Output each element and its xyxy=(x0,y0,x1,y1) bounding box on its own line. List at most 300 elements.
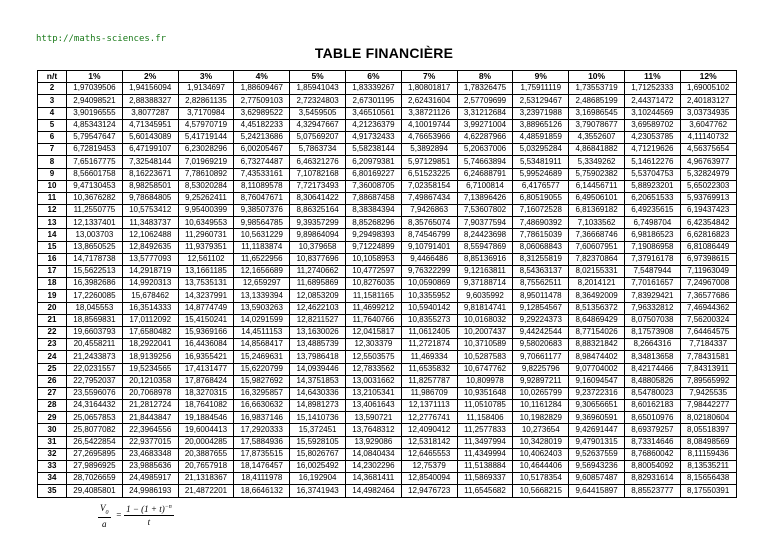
table-cell: 2,94098521 xyxy=(67,95,123,107)
table-row xyxy=(38,119,737,131)
row-period: 2 xyxy=(38,83,67,95)
table-cell: 7,48690392 xyxy=(513,217,569,229)
table-cell: 18,6646132 xyxy=(234,485,290,497)
table-cell: 10,4772597 xyxy=(345,266,401,278)
table-cell: 17,8768424 xyxy=(178,375,234,387)
table-cell: 1,73553719 xyxy=(569,83,625,95)
table-cell: 7,36577686 xyxy=(680,290,736,302)
table-cell: 8,77154026 xyxy=(569,326,625,338)
table-cell: 14,0939446 xyxy=(290,363,346,375)
row-period: 26 xyxy=(38,375,67,387)
table-cell: 8,30641422 xyxy=(290,192,346,204)
table-cell: 7,56200324 xyxy=(680,314,736,326)
table-cell: 10,5178354 xyxy=(513,473,569,485)
table-cell: 21,4872201 xyxy=(178,485,234,497)
formula-lhs xyxy=(98,503,111,529)
row-period: 15 xyxy=(38,241,67,253)
table-cell: 13,7986418 xyxy=(290,351,346,363)
table-cell: 8,51356372 xyxy=(569,302,625,314)
table-cell: 7,36008705 xyxy=(345,180,401,192)
table-cell: 5,93769913 xyxy=(680,192,736,204)
table-cell: 10,5753412 xyxy=(122,205,178,217)
table-cell: 8,17550391 xyxy=(680,485,736,497)
table-cell: 12,1656689 xyxy=(234,266,290,278)
table-cell: 13,590721 xyxy=(345,412,401,424)
table-cell: 4,96763977 xyxy=(680,156,736,168)
table-cell: 9,25262411 xyxy=(178,192,234,204)
table-cell: 6,20651533 xyxy=(624,192,680,204)
table-row xyxy=(38,314,737,326)
table-row xyxy=(38,229,737,241)
formula-v: V xyxy=(100,503,106,513)
table-cell: 6,80519055 xyxy=(513,192,569,204)
table-cell: 10,379658 xyxy=(290,241,346,253)
row-period: 9 xyxy=(38,168,67,180)
table-cell: 13,4061643 xyxy=(345,400,401,412)
table-cell: 8,76860042 xyxy=(624,448,680,460)
table-cell: 8,98258501 xyxy=(122,180,178,192)
table-cell: 28,7026659 xyxy=(67,473,123,485)
table-cell: 12,1062488 xyxy=(122,229,178,241)
table-cell: 5,32824979 xyxy=(680,168,736,180)
table-cell: 9,44242544 xyxy=(513,326,569,338)
table-cell: 20,7068978 xyxy=(122,387,178,399)
table-cell: 9,23722316 xyxy=(569,387,625,399)
table-cell: 11,469334 xyxy=(401,351,457,363)
table-cell: 8,05518397 xyxy=(680,424,736,436)
table-cell: 1,97039506 xyxy=(67,83,123,95)
table-cell: 20,7657918 xyxy=(178,461,234,473)
table-cell: 6,23028296 xyxy=(178,144,234,156)
table-cell: 9,47901315 xyxy=(569,436,625,448)
table-cell: 3,03734935 xyxy=(680,107,736,119)
table-cell: 12,5318142 xyxy=(401,436,457,448)
row-period: 25 xyxy=(38,363,67,375)
table-cell: 3,16986545 xyxy=(569,107,625,119)
table-cell: 13,929086 xyxy=(345,436,401,448)
table-cell: 19,6004413 xyxy=(178,424,234,436)
table-cell: 8,38384394 xyxy=(345,205,401,217)
table-cell: 8,36492009 xyxy=(569,290,625,302)
table-cell: 2,48685199 xyxy=(569,95,625,107)
table-cell: 13,8650525 xyxy=(67,241,123,253)
table-cell: 12,1371113 xyxy=(401,400,457,412)
table-cell: 7,98442277 xyxy=(680,400,736,412)
row-period: 31 xyxy=(38,436,67,448)
table-row xyxy=(38,107,737,119)
table-cell: 10,3710589 xyxy=(457,339,513,351)
table-cell: 3,6047762 xyxy=(680,119,736,131)
table-cell: 1,9134697 xyxy=(178,83,234,95)
table-cell: 8,75562511 xyxy=(513,278,569,290)
table-cell: 10,8377696 xyxy=(290,253,346,265)
table-cell: 9,29498393 xyxy=(345,229,401,241)
row-period: 33 xyxy=(38,461,67,473)
table-cell: 21,1318367 xyxy=(178,473,234,485)
table-cell: 5,53481911 xyxy=(513,156,569,168)
table-cell: 8,98474402 xyxy=(569,351,625,363)
table-cell: 7,60607951 xyxy=(569,241,625,253)
table-cell: 5,53704753 xyxy=(624,168,680,180)
table-cell: 4,45182233 xyxy=(234,119,290,131)
table-cell: 24,9986193 xyxy=(122,485,178,497)
table-cell: 7,82370864 xyxy=(569,253,625,265)
table-row xyxy=(38,278,737,290)
table-cell: 14,0840434 xyxy=(345,448,401,460)
table-cell: 3,90196555 xyxy=(67,107,123,119)
table-cell: 5,7863734 xyxy=(290,144,346,156)
table-cell: 7,5487944 xyxy=(624,266,680,278)
table-cell: 13,0031662 xyxy=(345,375,401,387)
table-row xyxy=(38,180,737,192)
table-row xyxy=(38,156,737,168)
table-cell: 6,24688791 xyxy=(457,168,513,180)
table-cell: 10,9351648 xyxy=(457,387,513,399)
table-cell: 10,1982829 xyxy=(513,412,569,424)
table-cell: 7,78610892 xyxy=(178,168,234,180)
table-cell: 12,4090412 xyxy=(401,424,457,436)
table-cell: 5,14612276 xyxy=(624,156,680,168)
header-rate: 12% xyxy=(680,71,736,83)
table-cell: 3,10244569 xyxy=(624,107,680,119)
table-row xyxy=(38,205,737,217)
table-cell: 22,7952037 xyxy=(67,375,123,387)
table-cell: 14,2918719 xyxy=(122,266,178,278)
table-cell: 17,4131477 xyxy=(178,363,234,375)
table-cell: 12,75379 xyxy=(401,461,457,473)
formula-v-sub: 0 xyxy=(105,509,109,516)
table-cell: 7,83929421 xyxy=(624,290,680,302)
row-period: 21 xyxy=(38,314,67,326)
table-cell: 8,86325164 xyxy=(290,205,346,217)
table-cell: 6,46321276 xyxy=(290,156,346,168)
formula-rhs xyxy=(124,504,174,527)
row-period: 20 xyxy=(38,302,67,314)
table-cell: 23,4683348 xyxy=(122,448,178,460)
table-cell: 9,42691447 xyxy=(569,424,625,436)
table-cell: 8,02180604 xyxy=(680,412,736,424)
table-cell: 9,12163811 xyxy=(457,266,513,278)
table-cell: 12,561102 xyxy=(178,253,234,265)
table-cell: 8,48805826 xyxy=(624,375,680,387)
table-cell: 5,3892894 xyxy=(401,144,457,156)
table-cell: 9,95400399 xyxy=(178,205,234,217)
table-row xyxy=(38,95,737,107)
table-cell: 11,2550775 xyxy=(67,205,123,217)
table-cell: 8,80054092 xyxy=(624,461,680,473)
table-cell: 20,0004285 xyxy=(178,436,234,448)
table-cell: 14,9920313 xyxy=(122,278,178,290)
table-cell: 14,4511153 xyxy=(234,326,290,338)
table-cell: 11,6522956 xyxy=(234,253,290,265)
table-cell: 8,55947869 xyxy=(457,241,513,253)
table-cell: 7,64464575 xyxy=(680,326,736,338)
table-cell: 8,24423698 xyxy=(457,229,513,241)
table-cell: 10,6349553 xyxy=(178,217,234,229)
table-cell: 10,3676282 xyxy=(67,192,123,204)
table-cell: 11,7640766 xyxy=(345,314,401,326)
table-cell: 16,9355421 xyxy=(178,351,234,363)
table-cell: 15,678462 xyxy=(122,290,178,302)
table-cell: 5,07569207 xyxy=(290,131,346,143)
table-cell: 7,32548144 xyxy=(122,156,178,168)
table-cell: 9,8225796 xyxy=(513,363,569,375)
table-row xyxy=(38,241,737,253)
table-cell: 10,0590869 xyxy=(401,278,457,290)
table-row xyxy=(38,266,737,278)
table-cell: 8,65010976 xyxy=(624,412,680,424)
table-cell: 6,00205467 xyxy=(234,144,290,156)
table-cell: 8,2014121 xyxy=(569,278,625,290)
table-cell: 8,07507038 xyxy=(624,314,680,326)
table-cell: 1,78326475 xyxy=(457,83,513,95)
table-cell: 11,5869337 xyxy=(457,473,513,485)
table-cell: 17,2260085 xyxy=(67,290,123,302)
table-cell: 9,92897211 xyxy=(513,375,569,387)
table-cell: 8,54780023 xyxy=(624,387,680,399)
formula-denominator: t xyxy=(147,517,151,528)
table-cell: 14,8568417 xyxy=(234,339,290,351)
table-cell: 12,0415817 xyxy=(345,326,401,338)
table-cell: 20,4558211 xyxy=(67,339,123,351)
table-cell: 20,1210358 xyxy=(122,375,178,387)
header-rate: 3% xyxy=(178,71,234,83)
row-period: 6 xyxy=(38,131,67,143)
table-cell: 11,1581165 xyxy=(345,290,401,302)
table-row xyxy=(38,83,737,95)
source-url[interactable]: http://maths-sciences.fr xyxy=(36,34,167,44)
row-period: 3 xyxy=(38,95,67,107)
table-cell: 4,91732433 xyxy=(345,131,401,143)
header-rate: 2% xyxy=(122,71,178,83)
table-cell: 11,6535832 xyxy=(401,363,457,375)
table-cell: 5,60143089 xyxy=(122,131,178,143)
table-cell: 4,32947667 xyxy=(290,119,346,131)
table-cell: 18,2922041 xyxy=(122,339,178,351)
table-cell: 9,38507376 xyxy=(234,205,290,217)
table-cell: 13,5903263 xyxy=(234,302,290,314)
table-row xyxy=(38,436,737,448)
table-cell: 9,89864094 xyxy=(290,229,346,241)
table-cell: 7,65167775 xyxy=(67,156,123,168)
table-cell: 4,76653966 xyxy=(401,131,457,143)
table-cell: 8,82931614 xyxy=(624,473,680,485)
header-rate: 10% xyxy=(569,71,625,83)
table-cell: 7,53607802 xyxy=(457,205,513,217)
row-period: 11 xyxy=(38,192,67,204)
table-cell: 14,3237991 xyxy=(178,290,234,302)
table-row xyxy=(38,131,737,143)
table-cell: 13,003703 xyxy=(67,229,123,241)
table-cell: 7,84313911 xyxy=(680,363,736,375)
table-cell: 12,7833562 xyxy=(345,363,401,375)
table-cell: 8,73314646 xyxy=(624,436,680,448)
formula-numerator: 1 − (1 + t) xyxy=(126,504,165,515)
table-cell: 2,44371472 xyxy=(624,95,680,107)
table-cell: 7,90377594 xyxy=(457,217,513,229)
table-cell: 12,8211527 xyxy=(290,314,346,326)
table-cell: 14,0291599 xyxy=(234,314,290,326)
table-cell: 15,6220799 xyxy=(234,363,290,375)
table-cell: 12,8540094 xyxy=(401,473,457,485)
table-cell: 10,809978 xyxy=(457,375,513,387)
table-cell: 3,38721126 xyxy=(401,107,457,119)
row-period: 16 xyxy=(38,253,67,265)
table-cell: 18,1476457 xyxy=(234,461,290,473)
table-cell: 10,2007437 xyxy=(457,326,513,338)
table-cell: 11,4349994 xyxy=(457,448,513,460)
table-cell: 5,24213686 xyxy=(234,131,290,143)
table-row xyxy=(38,448,737,460)
table-cell: 7,19086958 xyxy=(624,241,680,253)
table-cell: 4,11140732 xyxy=(680,131,736,143)
table-cell: 8,88321842 xyxy=(569,339,625,351)
table-cell: 16,4436084 xyxy=(178,339,234,351)
table-cell: 10,1161284 xyxy=(513,400,569,412)
table-cell: 8,02155331 xyxy=(569,266,625,278)
table-cell: 8,35765074 xyxy=(401,217,457,229)
table-cell: 6,20979381 xyxy=(345,156,401,168)
table-cell: 12,5503575 xyxy=(345,351,401,363)
page-title: TABLE FINANCIÈRE xyxy=(314,45,454,61)
table-cell: 8,15656438 xyxy=(680,473,736,485)
table-cell: 13,7648312 xyxy=(345,424,401,436)
table-cell: 8,74546799 xyxy=(401,229,457,241)
table-cell: 9,16094547 xyxy=(569,375,625,387)
table-cell: 10,5940142 xyxy=(401,302,457,314)
table-cell: 4,48591859 xyxy=(513,131,569,143)
table-cell: 19,1884546 xyxy=(178,412,234,424)
header-row xyxy=(38,71,737,83)
table-cell: 15,9827692 xyxy=(234,375,290,387)
table-cell: 7,88687458 xyxy=(345,192,401,204)
row-period: 34 xyxy=(38,473,67,485)
table-cell: 5,75902382 xyxy=(569,168,625,180)
table-cell: 15,9369166 xyxy=(178,326,234,338)
table-cell: 14,3681411 xyxy=(345,473,401,485)
table-cell: 18,9139256 xyxy=(122,351,178,363)
table-cell: 12,8492635 xyxy=(122,241,178,253)
table-cell: 3,5459505 xyxy=(290,107,346,119)
table-cell: 8,56601758 xyxy=(67,168,123,180)
table-cell: 1,69005102 xyxy=(680,83,736,95)
row-period: 27 xyxy=(38,387,67,399)
row-period: 35 xyxy=(38,485,67,497)
table-cell: 18,8569831 xyxy=(67,314,123,326)
table-cell: 5,99524689 xyxy=(513,168,569,180)
row-period: 17 xyxy=(38,266,67,278)
table-cell: 9,29224373 xyxy=(513,314,569,326)
table-cell: 7,9426863 xyxy=(401,205,457,217)
table-row xyxy=(38,253,737,265)
table-cell: 10,0265799 xyxy=(513,387,569,399)
table-cell: 4,71345951 xyxy=(122,119,178,131)
financial-table xyxy=(37,70,737,498)
table-cell: 10,5631229 xyxy=(234,229,290,241)
table-cell: 10,273654 xyxy=(513,424,569,436)
table-cell: 15,5928105 xyxy=(290,436,346,448)
table-cell: 24,3164432 xyxy=(67,400,123,412)
table-cell: 14,4982464 xyxy=(345,485,401,497)
table-cell: 8,34813658 xyxy=(624,351,680,363)
table-cell: 6,14456711 xyxy=(569,180,625,192)
table-cell: 22,0231557 xyxy=(67,363,123,375)
table-cell: 8,85523777 xyxy=(624,485,680,497)
table-cell: 17,6580482 xyxy=(122,326,178,338)
table-cell: 12,6465553 xyxy=(401,448,457,460)
table-cell: 12,9476723 xyxy=(401,485,457,497)
table-cell: 14,2302296 xyxy=(345,461,401,473)
table-cell: 16,3741943 xyxy=(290,485,346,497)
table-cell: 1,83339267 xyxy=(345,83,401,95)
table-row xyxy=(38,168,737,180)
table-cell: 16,3514333 xyxy=(122,302,178,314)
table-cell: 16,192904 xyxy=(290,473,346,485)
table-cell: 19,6603793 xyxy=(67,326,123,338)
table-cell: 9,98564785 xyxy=(234,217,290,229)
table-cell: 7,24967008 xyxy=(680,278,736,290)
table-cell: 4,57970719 xyxy=(178,119,234,131)
table-cell: 20,3887655 xyxy=(178,448,234,460)
table-cell: 4,86841882 xyxy=(569,144,625,156)
table-cell: 9,71224899 xyxy=(345,241,401,253)
table-cell: 2,57709699 xyxy=(457,95,513,107)
table-row xyxy=(38,461,737,473)
table-cell: 5,88923201 xyxy=(624,180,680,192)
table-cell: 12,303379 xyxy=(345,339,401,351)
table-cell: 1,88609467 xyxy=(234,83,290,95)
table-cell: 5,65022303 xyxy=(680,180,736,192)
table-cell: 9,60857487 xyxy=(569,473,625,485)
table-cell: 22,9377015 xyxy=(122,436,178,448)
table-cell: 7,9425535 xyxy=(680,387,736,399)
formula-a: a xyxy=(102,518,107,529)
table-cell: 11,4699212 xyxy=(345,302,401,314)
table-cell: 17,0112092 xyxy=(122,314,178,326)
table-cell: 5,41719144 xyxy=(178,131,234,143)
table-cell: 14,6430336 xyxy=(290,387,346,399)
table-cell: 4,71219626 xyxy=(624,144,680,156)
table-cell: 6,19437423 xyxy=(680,205,736,217)
table-cell: 3,62989522 xyxy=(234,107,290,119)
header-corner: n/t xyxy=(38,71,67,83)
table-cell: 16,3295857 xyxy=(234,387,290,399)
formula-exponent: −n xyxy=(164,504,172,511)
table-cell: 7,96332812 xyxy=(624,302,680,314)
row-period: 8 xyxy=(38,156,67,168)
table-cell: 12,2776741 xyxy=(401,412,457,424)
table-cell: 15,5622513 xyxy=(67,266,123,278)
table-cell: 11,9379351 xyxy=(178,241,234,253)
table-row xyxy=(38,400,737,412)
table-cell: 1,80801817 xyxy=(401,83,457,95)
table-cell: 6,62816823 xyxy=(680,229,736,241)
row-period: 22 xyxy=(38,326,67,338)
table-cell: 3,99271004 xyxy=(457,119,513,131)
table-cell: 7,02358154 xyxy=(401,180,457,192)
table-cell: 9,81814741 xyxy=(457,302,513,314)
table-cell: 5,79547647 xyxy=(67,131,123,143)
table-cell: 10,8355273 xyxy=(401,314,457,326)
table-row xyxy=(38,375,737,387)
table-cell: 14,3751853 xyxy=(290,375,346,387)
table-cell: 11,6895869 xyxy=(290,278,346,290)
table-cell: 15,2469631 xyxy=(234,351,290,363)
table-cell: 11,3483737 xyxy=(122,217,178,229)
table-cell: 9,70661177 xyxy=(513,351,569,363)
table-cell: 11,0510785 xyxy=(457,400,513,412)
table-cell: 6,7498704 xyxy=(624,217,680,229)
